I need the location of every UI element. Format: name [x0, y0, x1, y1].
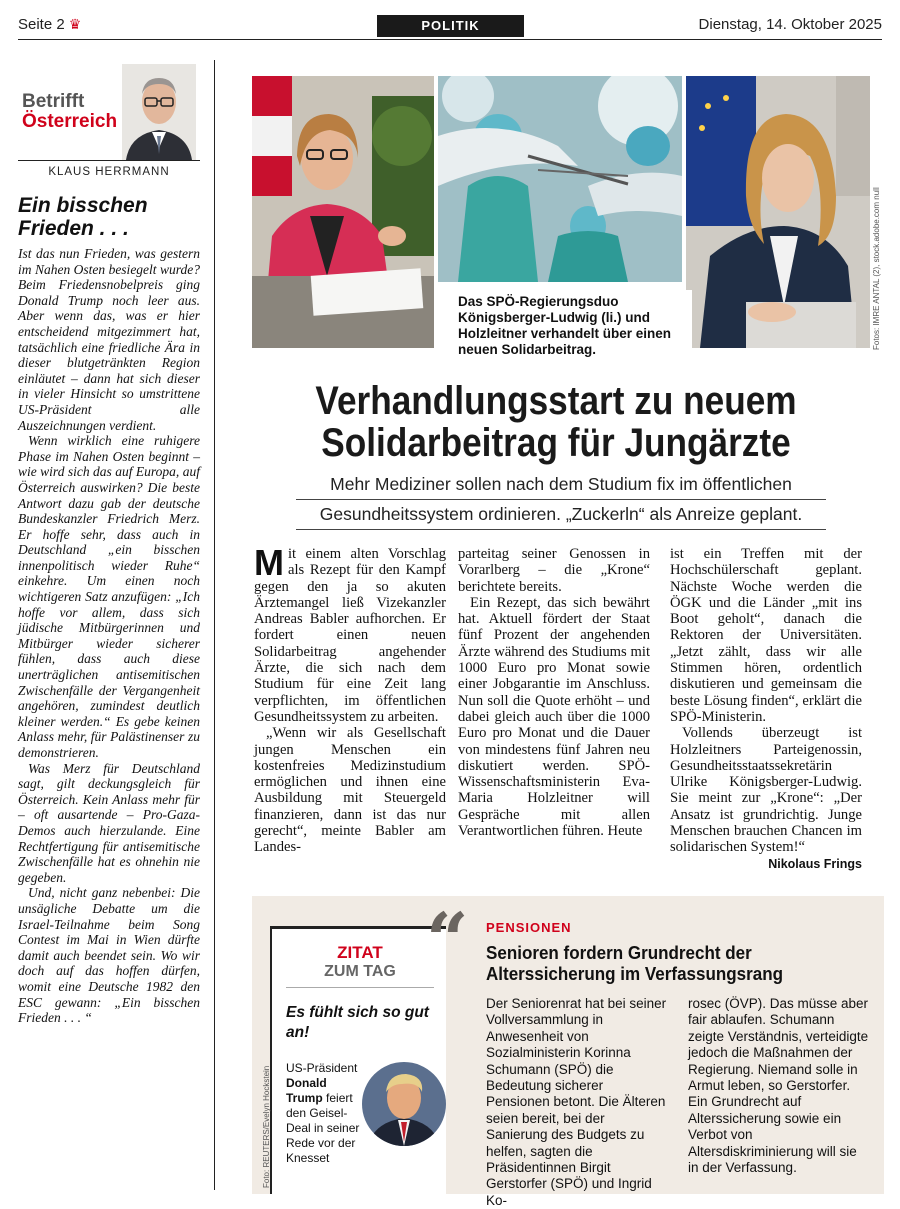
photo-credit: Fotos: IMRE ANTAL (2), stock.adobe.com null — [872, 187, 881, 350]
article-paragraph: parteitag seiner Genossen in Vorarlberg – die „Krone“ berichtete bereits. — [458, 546, 650, 595]
drop-cap: M — [254, 542, 284, 583]
article-paragraph: ist ein Treffen mit der Hochschülerschaft geplant. Nächste Woche werden die ÖGK und die Länder „mit ins Boot geholt“, danach die Rektoren der Universitäten. „Jetzt zählt, dass wir alle Stimmen hören, ordentlich diskutieren und gemeinsam die beste Lösung finden“, erklärt die SPÖ-Ministerin. — [670, 546, 862, 725]
article-byline: Nikolaus Frings — [768, 856, 862, 871]
quote-text: Es fühlt sich so gut an! — [286, 1004, 429, 1041]
trump-portrait — [362, 1062, 446, 1146]
attribution-role: US-Präsident — [286, 1061, 358, 1075]
crown-icon: ♛ — [68, 16, 82, 32]
section-label: POLITIK — [377, 15, 524, 37]
column-name-line-2: Österreich — [22, 111, 118, 132]
article-headline — [269, 380, 843, 464]
column-logo — [22, 92, 117, 132]
commentary-paragraph: Was Merz für Deutschland sagt, gilt deckungsgleich für Österreich. Kein Anlass mehr für – oft ausartende – Pro-Gaza-Demos auch hierzulande. Eine Rechtfertigung für antisemitische Zwischenfälle hat es ohnehin nie gegeben. — [18, 760, 200, 885]
article-text: it einem alten Vorschlag als Rezept für den Kampf gegen den ja so akuten Ärztemangel ließ Vizekanzler Andreas Babler aufhorchen. Er fordert einen neuen Solidarbeitrag angehender Ärzte, die sich nach dem Studium für eine Zeit lang verpflichten, im öffentlichen Gesundheitssystem zu arbeiten. — [254, 546, 446, 725]
quote-of-the-day — [270, 926, 446, 1194]
column-name-line-1: Betrifft — [22, 91, 85, 112]
commentary-paragraph: Ist das nun Frieden, was gestern im Nahen Osten besiegelt wurde? Beim Friedensnobelpreis ging Donald Trump noch leer aus. Aber wenn das, was er hier entscheidend mitgezimmert hat, tatsächlich eine friedliche Ära in dieser blutgetränkten Region einläutet – dann hat sich dieser in vieler Hinsicht so umstrittene US-Präsident alle Auszeichnungen verdient. — [18, 246, 200, 433]
photo-caption: Das SPÖ-Regierungsduo Königsberger-Ludwig (li.) und Holzleitner verhandelt über einen neuen Solidarbeitrag. — [452, 290, 692, 362]
article-column-1 — [254, 542, 446, 856]
divider — [286, 987, 434, 988]
attribution-name: Donald Trump — [286, 1076, 327, 1105]
headline-line-1: Verhandlungsstart zu neuem — [315, 379, 797, 423]
photo-koenigsberger-ludwig — [252, 76, 434, 348]
commentary-title: Ein bisschen Frieden . . . — [18, 194, 148, 240]
attribution-context: feiert den Geisel-Deal in seiner Rede vor der Knesset — [286, 1091, 360, 1165]
article-column-2 — [458, 546, 650, 839]
article-column-3 — [670, 546, 862, 872]
article-paragraph: „Wenn wir als Gesellschaft jungen Menschen ein kostenfreies Medizinstudium ermöglichen und ihnen eine Ausbildung mit Steuergeld finanzieren, dann ist das nur gerecht“, meinte Babler am Landes- — [254, 725, 446, 856]
divider — [18, 160, 200, 161]
quote-sublabel: ZUM TAG — [324, 963, 396, 980]
quote-label: ZITAT — [337, 943, 383, 962]
commentary-body — [18, 246, 200, 1026]
pensions-kicker: PENSIONEN — [486, 920, 572, 935]
photo-surgery — [438, 76, 682, 282]
article-text: Vollends überzeugt ist Holzleitners Parteigenossin, Gesundheitsstaatssekretärin Ulrike Königsberger-Ludwig. Sie meint zur „Krone“: „Der Ansatz ist grundrichtig. Junge Menschen brauchen Chancen im solidarischen System!“ — [670, 725, 862, 856]
article-paragraph — [670, 725, 862, 871]
author-portrait — [122, 64, 196, 160]
quote-photo-credit: Foto: REUTERS/Evelyn Hockstein — [262, 1065, 271, 1188]
author-name: KLAUS HERRMANN — [48, 166, 170, 178]
article-subline-2: Gesundheitssystem ordinieren. „Zuckerln“ als Anreize geplant. — [296, 504, 826, 530]
pensions-column-1: Der Seniorenrat hat bei seiner Vollversammlung in Anwesenheit von Sozialministerin Korinna Schumann (SPÖ) die Bedeutung sicherer Pensionen betont. Die Älteren seien bereit, bei der Sanierung des Budgets zu helfen, sagten die Präsidentinnen Birgit Gerstorfer (SPÖ) und Ingrid Ko- — [486, 996, 667, 1208]
page-number: Seite 2 ♛ — [18, 16, 82, 33]
issue-date: Dienstag, 14. Oktober 2025 — [698, 16, 882, 33]
column-divider — [214, 60, 215, 1190]
quote-attribution — [286, 1061, 364, 1166]
pensions-headline: Senioren fordern Grundrecht der Alterssicherung im Verfassungsrang — [486, 942, 784, 984]
quote-mark-icon: “ — [426, 898, 469, 984]
article-paragraph — [254, 542, 446, 725]
pensions-column-2: rosec (ÖVP). Das müsse aber fair ablaufen. Schumann zeigte Verständnis, verteidigte jedoch die Maßnahmen der Regierung. Niemand solle in Armut leben, so Gerstorfer. Ein Grundrecht auf Alterssicherung sowie ein Verbot von Altersdiskriminierung will sie in der Verfassung. — [688, 996, 869, 1176]
commentary-paragraph: Wenn wirklich eine ruhigere Phase im Nahen Osten beginnt – wie wird sich das auf Europa, auf Österreich auswirken? Die beste Antwort dazu gab der deutsche Bundeskanzler Friedrich Merz. Er hoffe sehr, dass auch in Deutschland „ein bisschen innenpolitisch wieder Ruhe“ einkehre. Um einen noch wichtigeren Satz anzufügen: „Ich hoffe vor allem, dass sich jüdische Mitbürgerinnen und Mitbürger wieder sicherer fühlen, dass auch diese unerträglichen antisemitischen Zwischenfälle der Vergangenheit angehören, zumindest deutlich kleiner werden.“ Es gebe keinen Anlass mehr, für Palästinenser zu demonstrieren. — [18, 433, 200, 760]
commentary-column — [18, 60, 200, 1192]
commentary-paragraph: Und, nicht ganz nebenbei: Die unsägliche Debatte um die Israel-Teilnahme beim Song Contest im Mai in Wien dürfte damit auch beendet sein. Wo wir doch auf das hoffen dürfen, womit eine Deutsche 1982 den ESC gewann: „Ein bisschen Frieden . . . “ — [18, 885, 200, 1026]
page-header — [18, 12, 882, 40]
article-subline-1: Mehr Mediziner sollen nach dem Studium fix im öffentlichen — [296, 474, 826, 500]
article-paragraph: Ein Rezept, das sich bewährt hat. Aktuell fördert der Staat fünf Prozent der angehenden Ärzte während des Studiums mit 1000 Euro pro Monat sowie einer Jobgarantie im Anschluss. Nun soll die Quote erhöht – und dabei gleich auch über die 1000 Euro pro Monat und die Dauer von mindestens fünf Jahren neu diskutiert werden. SPÖ-Wissenschaftsministerin Eva-Maria Holzleitner will Gespräche mit allen Verantwortlichen führen. Heute — [458, 594, 650, 840]
photo-holzleitner — [686, 76, 870, 348]
headline-line-2: Solidarbeitrag für Jungärzte — [321, 421, 791, 465]
